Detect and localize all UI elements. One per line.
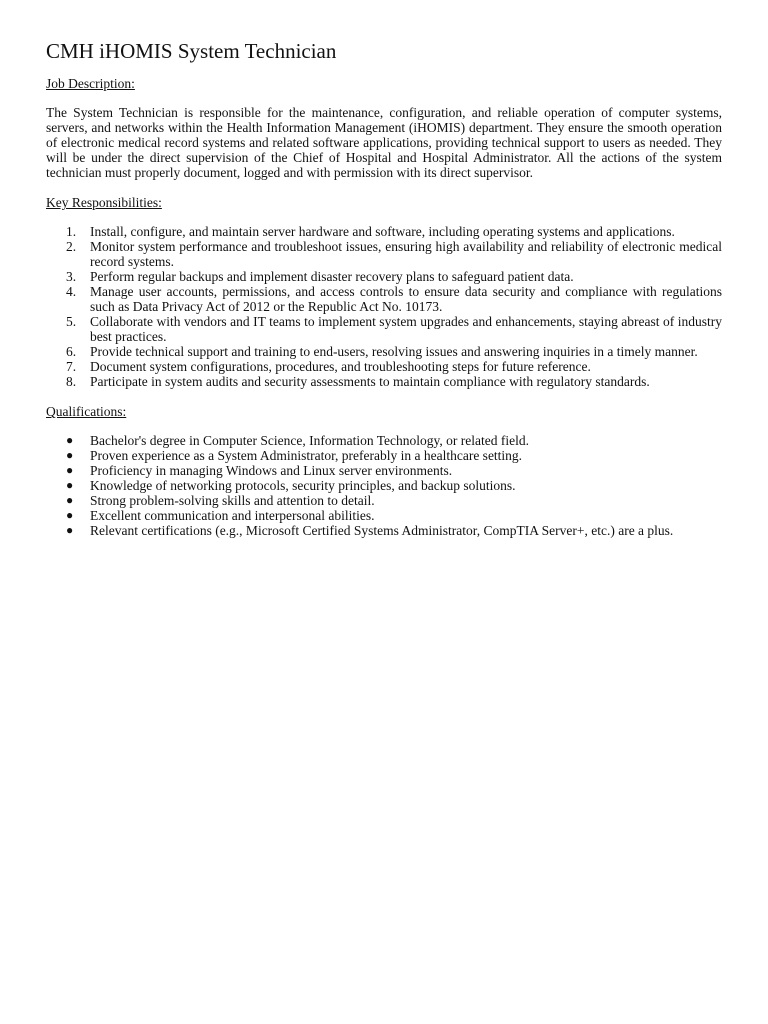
responsibility-item [46,374,722,389]
responsibility-number: 6. [66,344,77,359]
responsibility-item [46,269,722,284]
responsibilities-list [46,224,722,389]
qualifications-list [46,433,722,538]
bullet-icon: ● [66,448,74,462]
qualification-text: Relevant certifications (e.g., Microsoft Certified Systems Administrator, CompTIA Server+, etc.) are a plus. [90,523,674,538]
qualification-item [46,478,722,493]
responsibility-text: Provide technical support and training to end-users, resolving issues and answering inquiries in a timely manner. [90,344,698,359]
bullet-icon: ● [66,478,74,492]
bullet-icon: ● [66,508,74,522]
responsibility-item [46,314,722,344]
bullet-icon: ● [66,493,74,507]
responsibility-text: Monitor system performance and troubleshoot issues, ensuring high availability and reliability of electronic medical record systems. [90,239,722,269]
qualification-item [46,493,722,508]
qualification-item [46,433,722,448]
responsibility-text: Participate in system audits and security assessments to maintain compliance with regulatory standards. [90,374,650,389]
responsibility-item [46,359,722,374]
bullet-icon: ● [66,463,74,477]
key-responsibilities-heading: Key Responsibilities: [46,195,162,210]
responsibility-text: Install, configure, and maintain server hardware and software, including operating systems and applications. [90,224,675,239]
bullet-icon: ● [66,433,74,447]
qualification-text: Bachelor's degree in Computer Science, Information Technology, or related field. [90,433,529,448]
responsibility-text: Document system configurations, procedures, and troubleshooting steps for future reference. [90,359,591,374]
qualification-text: Knowledge of networking protocols, security principles, and backup solutions. [90,478,516,493]
responsibility-item [46,224,722,239]
qualification-item [46,523,722,538]
document-title: CMH iHOMIS System Technician [46,39,337,63]
qualification-item [46,463,722,478]
responsibility-number: 1. [66,224,77,239]
responsibility-number: 3. [66,269,77,284]
responsibility-number: 8. [66,374,77,389]
responsibility-number: 7. [66,359,77,374]
qualification-item [46,448,722,463]
qualifications-heading: Qualifications: [46,404,127,419]
qualification-text: Strong problem-solving skills and attention to detail. [90,493,375,508]
qualification-text: Proficiency in managing Windows and Linux server environments. [90,463,453,478]
responsibility-number: 2. [66,239,77,254]
responsibility-text: Collaborate with vendors and IT teams to implement system upgrades and enhancements, staying abreast of industry best practices. [90,314,722,344]
job-description-text: The System Technician is responsible for the maintenance, configuration, and reliable operation of computer systems, servers, and networks within the Health Information Management (iHOMIS) department. They ensure the smooth operation of electronic medical record systems and related software applications, providing technical support to users as needed. They will be under the direct supervision of the Chief of Hospital and Hospital Administrator. All the actions of the system technician must properly document, logged and with permission with its direct supervisor. [46,105,722,180]
qualification-item [46,508,722,523]
responsibility-number: 4. [66,284,77,299]
responsibility-item [46,344,722,359]
responsibility-text: Manage user accounts, permissions, and access controls to ensure data security and compliance with regulations such as Data Privacy Act of 2012 or the Republic Act No. 10173. [90,284,722,314]
responsibility-item [46,239,722,269]
responsibility-text: Perform regular backups and implement disaster recovery plans to safeguard patient data. [90,269,574,284]
document-page [46,36,722,538]
responsibility-item [46,284,722,314]
responsibility-number: 5. [66,314,77,329]
bullet-icon: ● [66,523,74,537]
qualification-text: Excellent communication and interpersonal abilities. [90,508,375,523]
qualification-text: Proven experience as a System Administrator, preferably in a healthcare setting. [90,448,523,463]
job-description-heading: Job Description: [46,76,135,91]
